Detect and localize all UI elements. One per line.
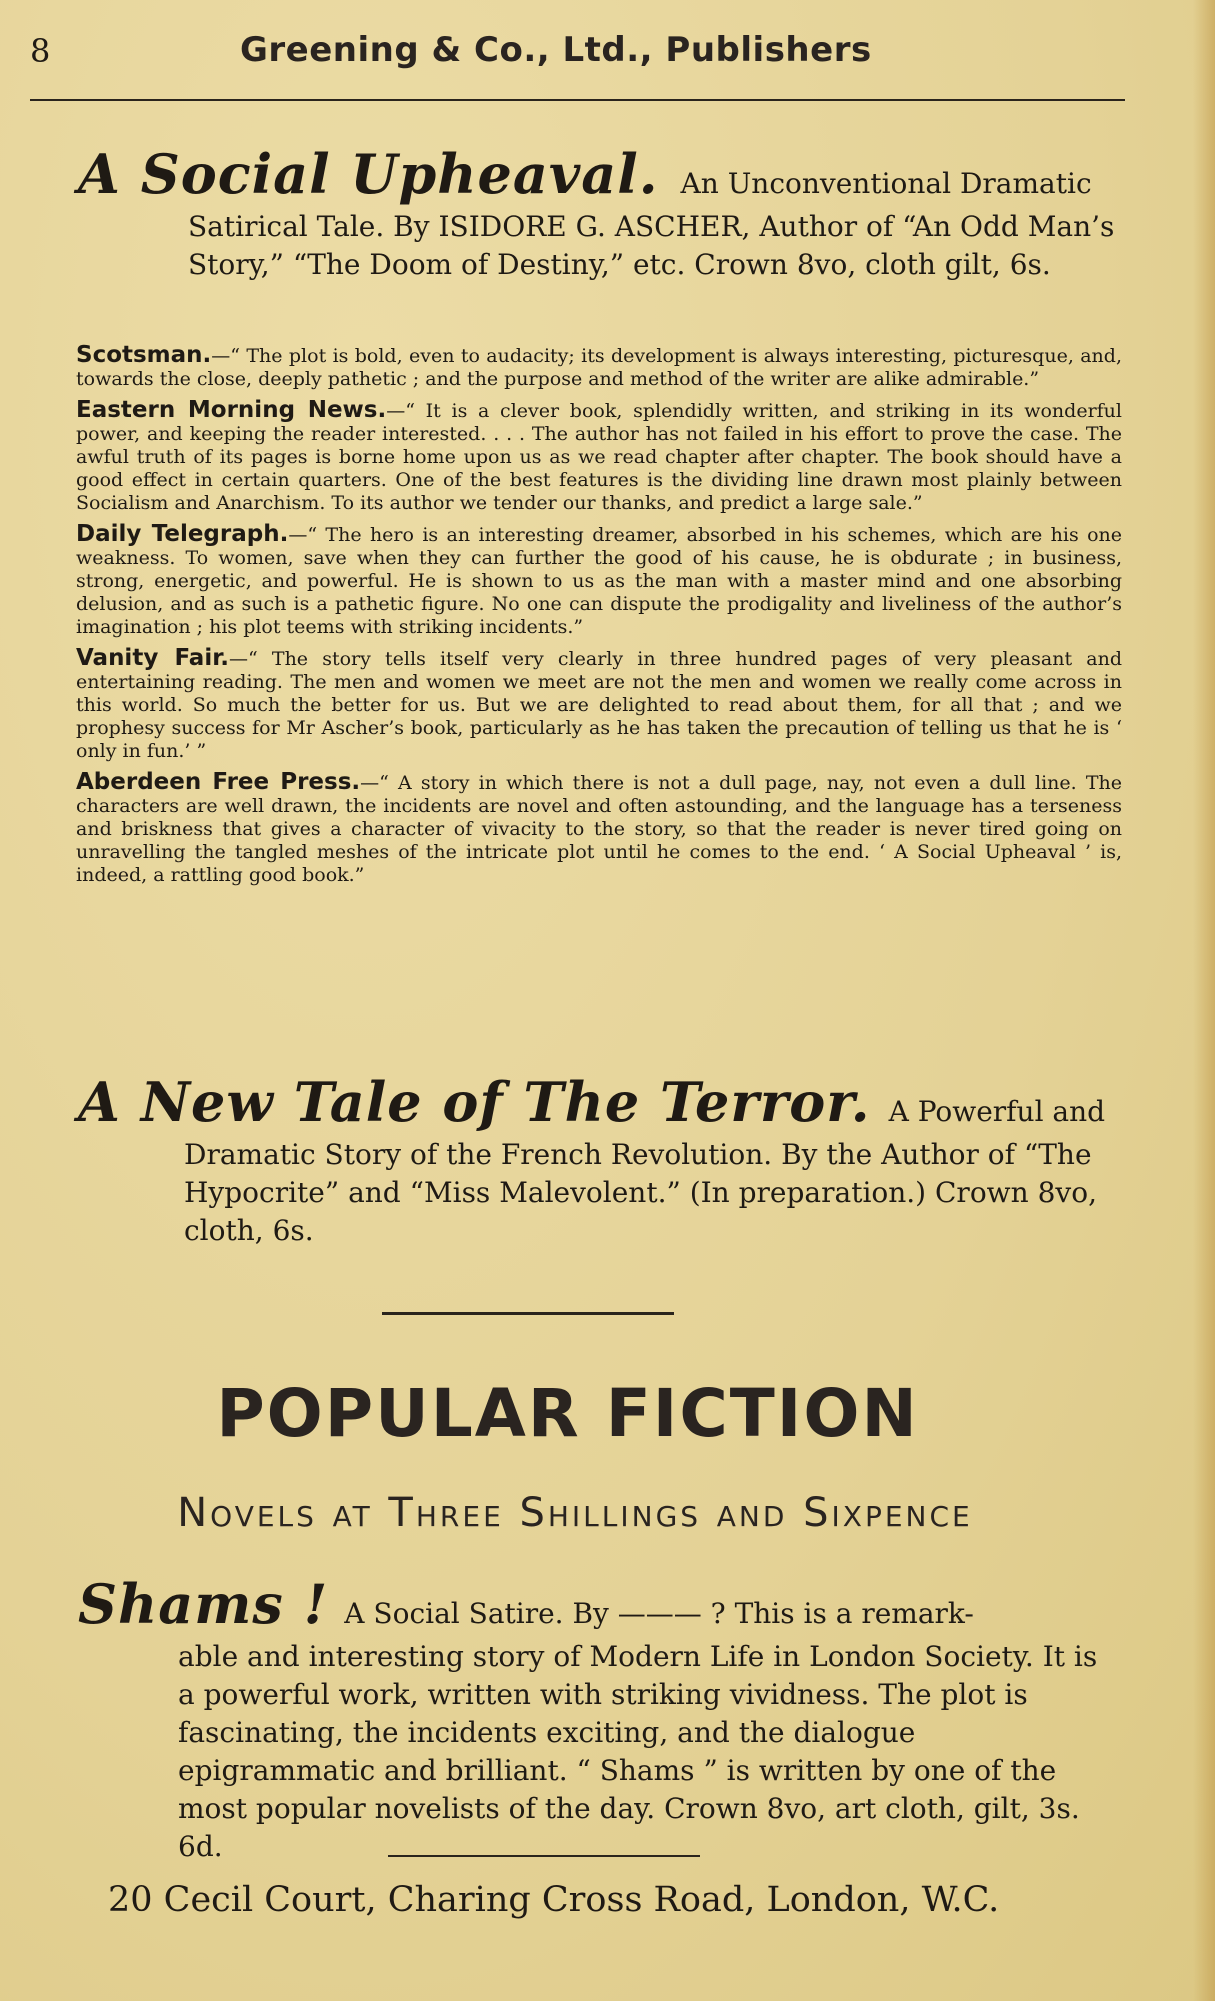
review	[76, 344, 1122, 391]
footer-rule	[388, 1855, 700, 1857]
press-reviews	[76, 344, 1122, 895]
review-text: —“ The hero is an interesting dreamer, absorbed in his schemes, which are his one weakness. To women, save when they can further the good of his cause, he is obdurate ; in business, strong, energetic, and powerful. He is shown to us as the man with a master mind and one absorbing delusion, and as such is a pathetic figure. No one can dispute the prodigality and liveliness of the author’s imagination ; his plot teems with striking incidents.”	[76, 524, 1123, 638]
review-source: Daily Telegraph.	[76, 521, 289, 547]
review-text: —“ A story in which there is not a dull page, nay, not even a dull line. The characters are well drawn, the incidents are novel and often astounding, and the language has a terseness and briskness that gives a character of vivacity to the story, so that the reader is never tired going on unravelling the tangled meshes of the intricate plot until he comes to the end. ‘ A Social Upheaval ’ is, indeed, a rattling good book.”	[76, 772, 1122, 886]
book-description: Satirical Tale. By ISIDORE G. ASCHER, Author of “An Odd Man’s Story,” “The Doom of Destiny,” etc. Crown 8vo, cloth gilt, 6s.	[188, 210, 1115, 281]
review-source: Scotsman.	[76, 342, 212, 368]
review	[76, 771, 1122, 887]
review-source: Vanity Fair.	[76, 645, 230, 671]
page-edge-shadow	[1193, 0, 1215, 2001]
book-description: Dramatic Story of the French Revolution. By the Author of “The Hypocrite” and “Miss Malevolent.” (In preparation.) Crown 8vo, cloth, 6s.	[184, 1138, 1097, 1247]
header-rule	[30, 99, 1125, 101]
section-subheading: Novels at Three Shillings and Sixpence	[177, 1490, 973, 1536]
section-heading: POPULAR FICTION	[216, 1375, 919, 1452]
book-entry-new-tale-of-the-terror	[78, 1070, 1128, 1250]
book-entry-shams	[78, 1572, 1128, 1866]
publisher-heading: Greening & Co., Ltd., Publishers	[240, 30, 872, 70]
page-header	[30, 28, 1130, 74]
section-divider	[382, 1312, 674, 1315]
book-lead: A Social Satire. By ——— ? This is a remark-	[344, 1597, 974, 1630]
book-entry-social-upheaval	[78, 142, 1128, 284]
book-title: A Social Upheaval.	[78, 142, 659, 206]
review-source: Aberdeen Free Press.	[76, 769, 361, 795]
page-number: 8	[30, 32, 51, 70]
book-description: able and interesting story of Modern Life in London Society. It is a powerful work, written with striking vividness. The plot is fascinating, the incidents exciting, and the dialogue epigrammatic and brilliant. “ Shams ” is written by one of the most popular novelists of the day. Crown 8vo, art cloth, gilt, 3s. 6d.	[178, 1640, 1098, 1863]
publisher-address: 20 Cecil Court, Charing Cross Road, London, W.C.	[108, 1880, 1000, 1920]
book-title: A New Tale of The Terror.	[78, 1070, 871, 1134]
review-source: Eastern Morning News.	[76, 397, 387, 423]
review-text: —“ The story tells itself very clearly in three hundred pages of very pleasant and entertaining reading. The men and women we meet are not the men and women we really come across in this world. So much the better for us. But we are delighted to read about them, for all that ; and we prophesy success for Mr Ascher’s book, particularly as he has taken the precaution of telling us that he is ‘ only in fun.’ ”	[76, 648, 1122, 762]
book-title: Shams !	[78, 1572, 329, 1636]
review	[76, 399, 1122, 515]
review	[76, 647, 1122, 763]
review-text: —“ The plot is bold, even to audacity; its development is always interesting, picturesque, and, towards the close, deeply pathetic ; and the purpose and method of the writer are alike admirable.”	[76, 345, 1122, 390]
review-text: —“ It is a clever book, splendidly written, and striking in its wonderful power, and keeping the reader interested. . . . The author has not failed in his effort to prove the case. The awful truth of its pages is borne home upon us as we read chapter after chapter. The book should have a good effect in certain quarters. One of the best features is the dividing line drawn most plainly between Socialism and Anarchism. To its author we tender our thanks, and predict a large sale.”	[76, 400, 1122, 514]
book-lead: An Unconventional Dramatic	[680, 167, 1092, 200]
book-lead: A Powerful and	[888, 1095, 1106, 1128]
review	[76, 523, 1122, 639]
